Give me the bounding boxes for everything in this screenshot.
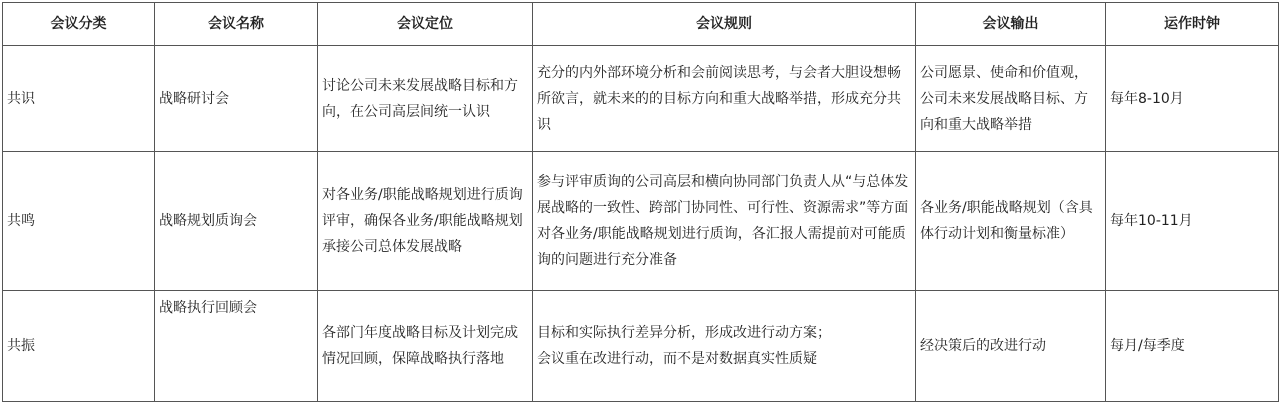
cell-output: 各业务/职能战略规划（含具体行动计划和衡量标准） bbox=[916, 152, 1106, 291]
cell-output: 经决策后的改进行动 bbox=[916, 291, 1106, 402]
table-row bbox=[3, 291, 1279, 402]
header-name: 会议名称 bbox=[155, 3, 318, 46]
meeting-table bbox=[2, 2, 1279, 402]
cell-name: 战略规划质询会 bbox=[155, 152, 318, 291]
header-category: 会议分类 bbox=[3, 3, 155, 46]
cell-rules bbox=[533, 46, 916, 152]
cell-category: 共鸣 bbox=[3, 152, 155, 291]
table-row bbox=[3, 152, 1279, 291]
cell-rules bbox=[533, 291, 916, 402]
cell-output: 公司愿景、使命和价值观，公司未来发展战略目标、方向和重大战略举措 bbox=[916, 46, 1106, 152]
table-row bbox=[3, 46, 1279, 152]
rule-line: 目标和实际执行差异分析，形成改进行动方案； bbox=[537, 325, 831, 341]
cell-category: 共识 bbox=[3, 46, 155, 152]
cell-category: 共振 bbox=[3, 291, 155, 402]
rule-line: 参与评审质询的公司高层和横向协同部门负责人从“与总体发展战略的一致性、跨部门协同性、可行性、资源需求”等方面对各业务/职能战略规划进行质询，各汇报人需提前对可能质询的问题进行充分准备 bbox=[537, 174, 909, 268]
cell-positioning: 讨论公司未来发展战略目标和方向，在公司高层间统一认识 bbox=[318, 46, 533, 152]
cell-positioning: 各部门年度战略目标及计划完成情况回顾，保障战略执行落地 bbox=[318, 291, 533, 402]
rule-line: 充分的内外部环境分析和会前阅读思考，与会者大胆设想畅所欲言，就未来的的目标方向和重大战略举措，形成充分共识 bbox=[537, 64, 901, 133]
header-output: 会议输出 bbox=[916, 3, 1106, 46]
cell-name: 战略执行回顾会 bbox=[155, 291, 318, 402]
cell-clock: 每年8-10月 bbox=[1106, 46, 1279, 152]
cell-clock: 每年10-11月 bbox=[1106, 152, 1279, 291]
header-row bbox=[3, 3, 1279, 46]
header-clock: 运作时钟 bbox=[1106, 3, 1279, 46]
header-positioning: 会议定位 bbox=[318, 3, 533, 46]
cell-clock: 每月/每季度 bbox=[1106, 291, 1279, 402]
cell-positioning: 对各业务/职能战略规划进行质询评审，确保各业务/职能战略规划承接公司总体发展战略 bbox=[318, 152, 533, 291]
cell-rules bbox=[533, 152, 916, 291]
rule-line: 会议重在改进行动，而不是对数据真实性质疑 bbox=[537, 351, 817, 367]
cell-name: 战略研讨会 bbox=[155, 46, 318, 152]
header-rules: 会议规则 bbox=[533, 3, 916, 46]
